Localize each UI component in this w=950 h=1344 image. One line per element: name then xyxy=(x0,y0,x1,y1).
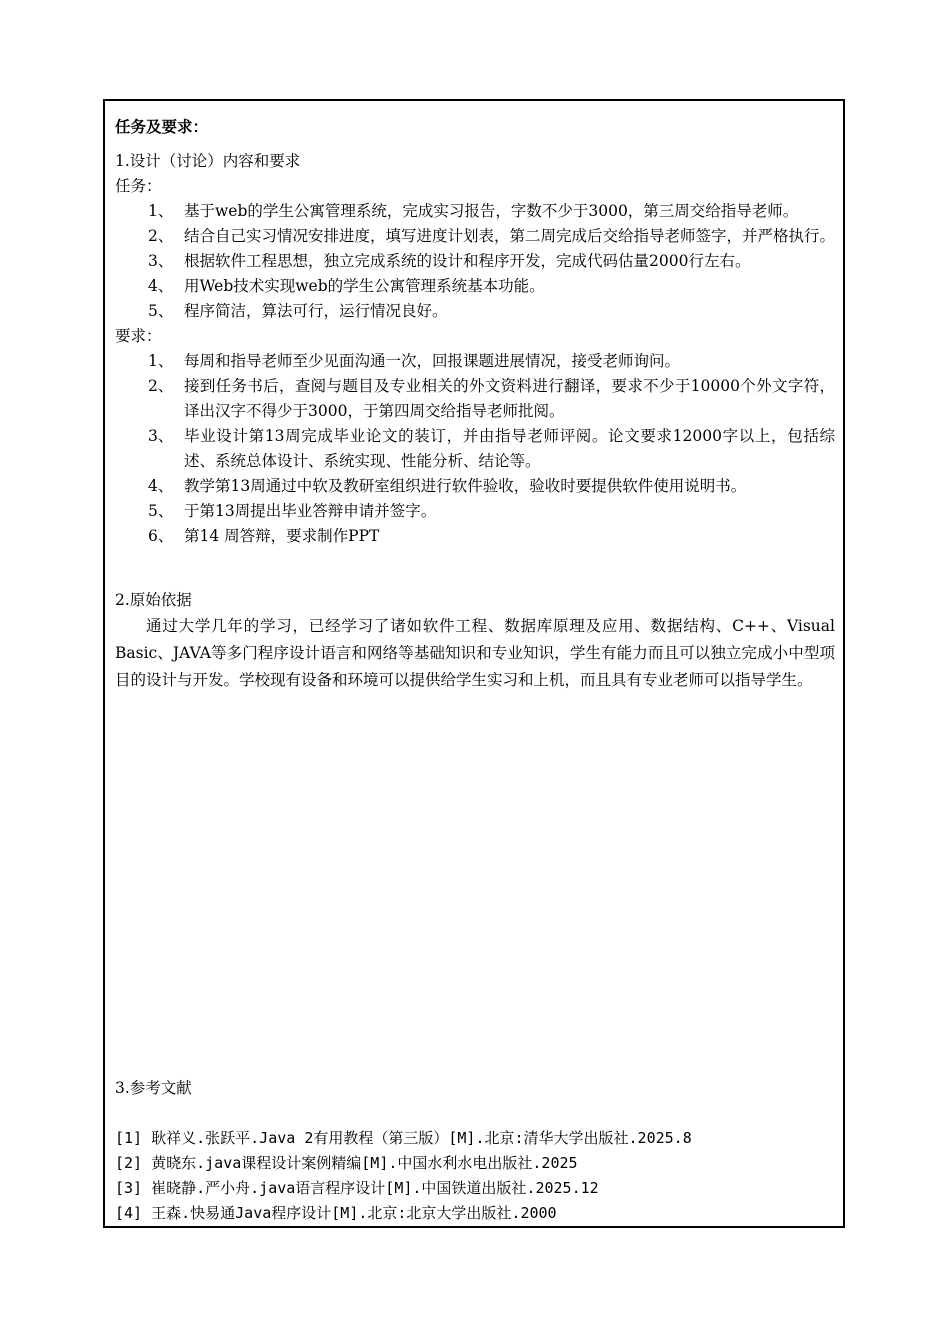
list-item xyxy=(148,499,835,524)
item-text: 于第13周提出毕业答辩申请并签字。 xyxy=(184,502,437,520)
section1-heading: 1.设计（讨论）内容和要求 xyxy=(115,152,301,170)
item-text: 第14 周答辩，要求制作PPT xyxy=(184,527,380,545)
item-text: 结合自己实习情况安排进度，填写进度计划表，第二周完成后交给指导老师签字，并严格执行。 xyxy=(184,227,836,245)
list-item xyxy=(148,424,835,474)
spacer xyxy=(115,549,835,588)
reference-item: [2] 黄晓东.java课程设计案例精编[M].中国水利水电出版社.2025 xyxy=(115,1154,578,1172)
task-list xyxy=(115,199,835,324)
item-number: 4、 xyxy=(148,477,174,495)
section3-heading: 3.参考文献 xyxy=(115,1079,192,1097)
item-number: 1、 xyxy=(148,202,174,220)
task-requirements-box xyxy=(103,99,845,1228)
item-text: 基于web的学生公寓管理系统，完成实习报告，字数不少于3000，第三周交给指导老师。 xyxy=(184,202,799,220)
item-text: 毕业设计第13周完成毕业论文的装订，并由指导老师评阅。论文要求12000字以上，包括综述、系统总体设计、系统实现、性能分析、结论等。 xyxy=(184,427,835,470)
item-text: 用Web技术实现web的学生公寓管理系统基本功能。 xyxy=(184,277,545,295)
list-item xyxy=(148,224,835,249)
item-number: 3、 xyxy=(148,252,174,270)
list-item xyxy=(148,374,835,424)
item-number: 4、 xyxy=(148,277,174,295)
item-number: 2、 xyxy=(148,227,174,245)
item-number: 3、 xyxy=(148,427,174,445)
item-text: 根据软件工程思想，独立完成系统的设计和程序开发，完成代码估量2000行左右。 xyxy=(184,252,751,270)
item-number: 2、 xyxy=(148,377,174,395)
list-item xyxy=(148,274,835,299)
list-item xyxy=(148,199,835,224)
list-item xyxy=(148,474,835,499)
item-number: 1、 xyxy=(148,352,174,370)
section2-heading: 2.原始依据 xyxy=(115,591,192,609)
requirements-label: 要求： xyxy=(115,327,162,345)
content-area xyxy=(115,115,835,694)
section2-paragraph: 通过大学几年的学习，已经学习了诸如软件工程、数据库原理及应用、数据结构、C++、Visual Basic、JAVA等多门程序设计语言和网络等基础知识和专业知识，学生有能力而且可以独立完成小中型项目的设计与开发。学校现有设备和环境可以提供给学生实习和上机，而且具有专业老师可以指导学生。 xyxy=(115,617,835,689)
list-item xyxy=(148,349,835,374)
list-item xyxy=(148,299,835,324)
item-text: 每周和指导老师至少见面沟通一次，回报课题进展情况，接受老师询问。 xyxy=(184,352,681,370)
reference-item: [1] 耿祥义.张跃平.Java 2有用教程（第三版）[M].北京:清华大学出版社.2025.8 xyxy=(115,1129,692,1147)
page-title: 任务及要求： xyxy=(115,118,209,136)
list-item xyxy=(148,524,835,549)
references-section xyxy=(115,1076,835,1226)
reference-item: [4] 王森.快易通Java程序设计[M].北京:北京大学出版社.2000 xyxy=(115,1204,557,1222)
item-number: 5、 xyxy=(148,302,174,320)
requirement-list xyxy=(115,349,835,549)
list-item xyxy=(148,249,835,274)
item-text: 接到任务书后，查阅与题目及专业相关的外文资料进行翻译，要求不少于10000个外文字符，译出汉字不得少于3000，于第四周交给指导老师批阅。 xyxy=(184,377,835,420)
item-number: 6、 xyxy=(148,527,174,545)
reference-item: [3] 崔晓静.严小舟.java语言程序设计[M].中国铁道出版社.2025.12 xyxy=(115,1179,599,1197)
item-number: 5、 xyxy=(148,502,174,520)
item-text: 程序简洁，算法可行，运行情况良好。 xyxy=(184,302,448,320)
tasks-label: 任务： xyxy=(115,177,162,195)
item-text: 教学第13周通过中软及教研室组织进行软件验收，验收时要提供软件使用说明书。 xyxy=(184,477,747,495)
